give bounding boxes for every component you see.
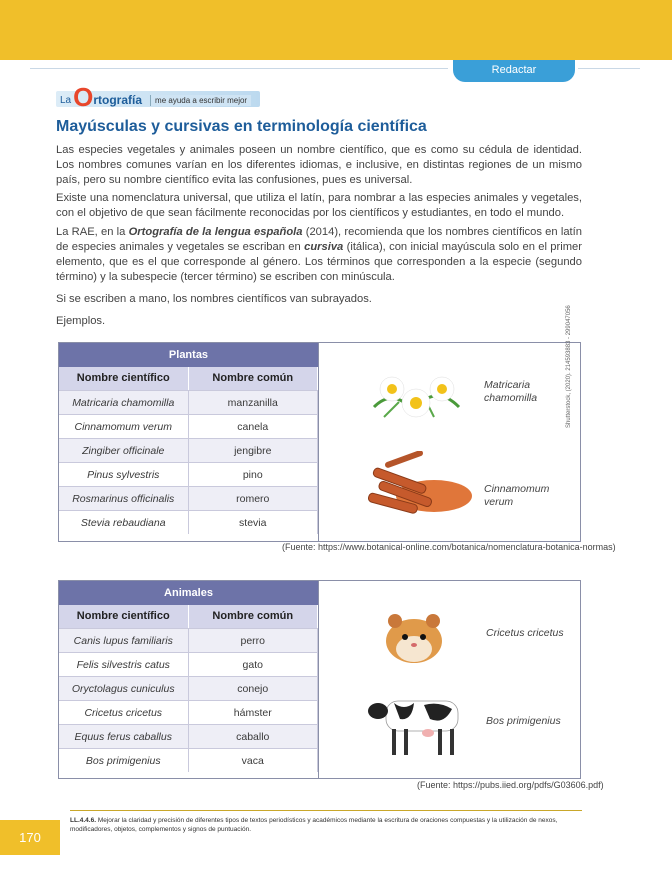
col-scientific: Nombre científico <box>59 605 189 628</box>
plantas-source: (Fuente: https://www.botanical-online.com/botanica/nomenclatura-botanica-normas) <box>282 542 616 552</box>
page-number: 170 <box>0 820 60 855</box>
hamster-label: Cricetus cricetus <box>486 627 564 639</box>
table-row: Oryctolagus cuniculus conejo <box>59 676 318 700</box>
image-credit: Shutterstock, (2020). 214593883 - 299047056 <box>566 305 572 428</box>
table-row: Felis silvestris catus gato <box>59 652 318 676</box>
banner-la: La <box>60 94 72 106</box>
top-rule <box>30 68 448 69</box>
banner-subtitle: me ayuda a escribir mejor <box>150 95 251 106</box>
plantas-rows <box>59 390 318 534</box>
cow-label: Bos primigenius <box>486 715 561 727</box>
cinnamon-image <box>364 451 474 521</box>
cinnamon-label: Cinnamomum verum <box>484 483 550 508</box>
animales-header <box>59 605 318 628</box>
chamomile-image <box>364 367 474 427</box>
animales-table <box>59 581 318 772</box>
top-color-bar <box>0 0 672 60</box>
col-scientific: Nombre científico <box>59 367 189 390</box>
paragraph-3: Si se escriben a mano, los nombres científicos van subrayados. <box>56 293 372 305</box>
table-row: Rosmarinus officinalis romero <box>59 486 318 510</box>
paragraph-rae: La RAE, en la Ortografía de la lengua española (2014), recomienda que los nombres científicos en latín de especies animales y vegetales se escriban en cursiva (itálica), con inicial mayúscula solo en el primer elemento, que es el que corresponde al género. Los términos que corresponden a la especie (segundo término) y la subespecie (tercer término) se escriben con minúscula. <box>56 226 582 283</box>
animales-box <box>58 580 581 779</box>
plantas-box <box>58 342 581 542</box>
table-row: Bos primigenius vaca <box>59 748 318 772</box>
cow-image <box>364 689 474 761</box>
col-common: Nombre común <box>189 367 319 390</box>
banner-word: rtografía <box>93 93 143 107</box>
footer-rule <box>70 810 582 811</box>
tab-redactar[interactable]: Redactar <box>453 60 575 82</box>
col-common: Nombre común <box>189 605 319 628</box>
plantas-divider <box>318 343 319 541</box>
plantas-header <box>59 367 318 390</box>
plantas-title: Plantas <box>59 343 318 367</box>
animales-rows <box>59 628 318 772</box>
section-banner <box>56 82 251 112</box>
hamster-image <box>381 607 447 667</box>
paragraph-4: Ejemplos. <box>56 315 106 327</box>
plantas-table <box>59 343 318 534</box>
table-row: Stevia rebaudiana stevia <box>59 510 318 534</box>
paragraph-2: Existe una nomenclatura universal, que utiliza el latín, para nombrar a las especies animales y vegetales, con el objetivo de que sean fácilmente reconocidas por los científicos y estudiantes, en todo el mundo. <box>56 192 582 219</box>
top-rule-right <box>578 68 640 69</box>
table-row: Cricetus cricetus hámster <box>59 700 318 724</box>
table-row: Matricaria chamomilla manzanilla <box>59 390 318 414</box>
table-row: Equus ferus caballus caballo <box>59 724 318 748</box>
chamomile-label: Matricaria chamomilla <box>484 379 538 404</box>
table-row: Pinus sylvestris pino <box>59 462 318 486</box>
animales-divider <box>318 581 319 778</box>
table-row: Cinnamomum verum canela <box>59 414 318 438</box>
page-title: Mayúsculas y cursivas en terminología científica <box>56 118 427 135</box>
animales-source: (Fuente: https://pubs.iied.org/pdfs/G03606.pdf) <box>417 780 604 790</box>
footnote: LL.4.4.6. Mejorar la claridad y precisión de diferentes tipos de textos periodísticos y académicos mediante la escritura de oraciones compuestas y la utilización de nexos, modificadores, objetos, complementos y signos de puntuación. <box>70 817 558 833</box>
animales-title: Animales <box>59 581 318 605</box>
banner-o-letter: O <box>73 82 94 112</box>
table-row: Canis lupus familiaris perro <box>59 628 318 652</box>
table-row: Zingiber officinale jengibre <box>59 438 318 462</box>
paragraph-1: Las especies vegetales y animales poseen un nombre científico, que es como su cédula de identidad. Los nombres comunes varían en los diferentes idiomas, e inclusive, en distintas regiones de un mismo país, pero su nombre científico evita las confusiones, pues es universal. <box>56 144 582 186</box>
